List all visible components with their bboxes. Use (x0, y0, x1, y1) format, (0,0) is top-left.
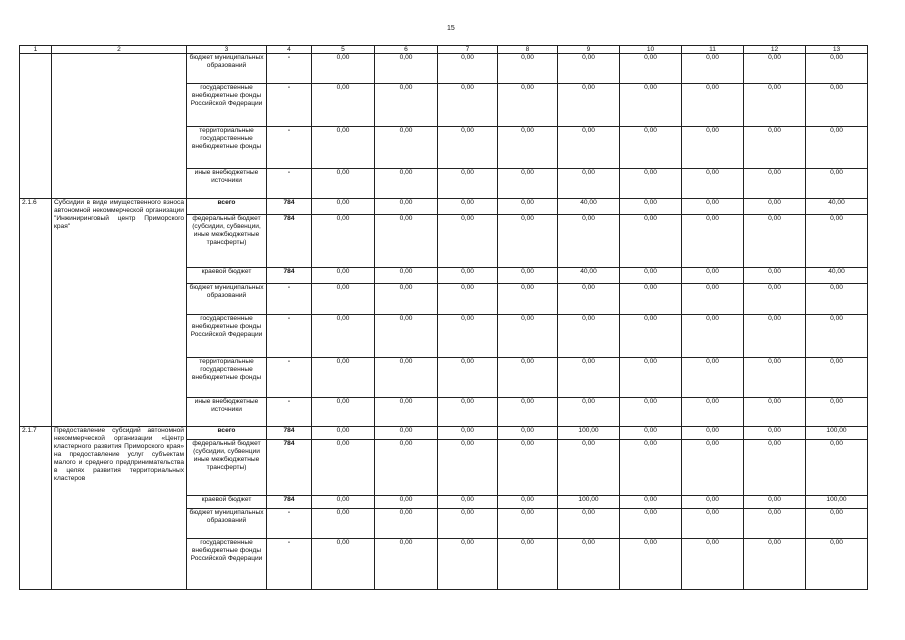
value-cell: 0,00 (806, 84, 868, 127)
value-cell: 0,00 (312, 358, 375, 398)
value-cell: 0,00 (558, 215, 620, 268)
value-cell: 0,00 (806, 315, 868, 358)
value-cell: 0,00 (558, 54, 620, 84)
kbk-code: - (267, 284, 312, 315)
value-cell: 0,00 (558, 169, 620, 199)
value-cell: 0,00 (498, 315, 558, 358)
value-cell: 0,00 (558, 440, 620, 496)
page-number: 15 (447, 25, 455, 32)
funding-source: иные внебюджетные источники (187, 398, 267, 427)
value-cell: 40,00 (806, 268, 868, 284)
funding-source: территориальные государственные внебюджетные фонды (187, 358, 267, 398)
kbk-code: 784 (267, 268, 312, 284)
value-cell: 0,00 (438, 84, 498, 127)
value-cell: 0,00 (312, 268, 375, 284)
value-cell: 0,00 (620, 496, 682, 509)
value-cell: 40,00 (558, 268, 620, 284)
column-number: 2 (52, 46, 187, 54)
kbk-code: - (267, 315, 312, 358)
value-cell: 0,00 (375, 215, 438, 268)
value-cell: 100,00 (806, 427, 868, 440)
table-row (20, 199, 868, 215)
value-cell: 0,00 (438, 509, 498, 539)
value-cell: 0,00 (744, 427, 806, 440)
value-cell: 0,00 (682, 127, 744, 169)
value-cell: 0,00 (438, 215, 498, 268)
value-cell: 0,00 (682, 199, 744, 215)
column-number: 8 (498, 46, 558, 54)
value-cell: 0,00 (682, 440, 744, 496)
kbk-code: - (267, 358, 312, 398)
column-number: 9 (558, 46, 620, 54)
value-cell: 0,00 (438, 199, 498, 215)
value-cell: 0,00 (806, 398, 868, 427)
value-cell: 0,00 (498, 440, 558, 496)
kbk-code: - (267, 127, 312, 169)
value-cell: 0,00 (558, 539, 620, 590)
value-cell: 0,00 (806, 284, 868, 315)
value-cell: 0,00 (558, 509, 620, 539)
value-cell: 0,00 (620, 398, 682, 427)
item-description: Субсидии в виде имущественного взноса автономной некоммерческой организации "Инжиниринговый центр Приморского края" (52, 199, 187, 427)
kbk-code: - (267, 169, 312, 199)
value-cell: 0,00 (806, 169, 868, 199)
value-cell: 0,00 (682, 169, 744, 199)
column-number: 5 (312, 46, 375, 54)
value-cell: 0,00 (558, 84, 620, 127)
value-cell: 0,00 (558, 284, 620, 315)
value-cell: 0,00 (558, 315, 620, 358)
funding-source: иные внебюджетные источники (187, 169, 267, 199)
value-cell: 0,00 (806, 54, 868, 84)
value-cell: 100,00 (558, 496, 620, 509)
value-cell: 0,00 (375, 539, 438, 590)
value-cell: 0,00 (682, 215, 744, 268)
value-cell: 0,00 (498, 169, 558, 199)
funding-source: государственные внебюджетные фонды Российской Федерации (187, 84, 267, 127)
kbk-code: - (267, 509, 312, 539)
table-body (20, 54, 868, 590)
funding-source: бюджет муниципальных образований (187, 509, 267, 539)
budget-table (19, 45, 868, 590)
funding-source: государственные внебюджетные фонды Российской Федерации (187, 315, 267, 358)
column-number: 13 (806, 46, 868, 54)
value-cell: 0,00 (806, 127, 868, 169)
value-cell: 0,00 (806, 215, 868, 268)
funding-source: федеральный бюджет (субсидии, субвенции, иные межбюджетные трансферты) (187, 215, 267, 268)
value-cell: 40,00 (558, 199, 620, 215)
funding-source: краевой бюджет (187, 496, 267, 509)
column-number: 3 (187, 46, 267, 54)
value-cell: 0,00 (375, 427, 438, 440)
value-cell: 0,00 (620, 84, 682, 127)
value-cell: 0,00 (558, 127, 620, 169)
kbk-code: - (267, 84, 312, 127)
value-cell: 0,00 (682, 358, 744, 398)
value-cell: 0,00 (498, 509, 558, 539)
value-cell: 0,00 (312, 427, 375, 440)
value-cell: 0,00 (682, 427, 744, 440)
value-cell: 0,00 (498, 199, 558, 215)
funding-source: бюджет муниципальных образований (187, 284, 267, 315)
value-cell: 0,00 (620, 215, 682, 268)
table-row (20, 54, 868, 84)
value-cell: 0,00 (806, 440, 868, 496)
value-cell: 0,00 (620, 169, 682, 199)
value-cell: 0,00 (438, 284, 498, 315)
column-number: 10 (620, 46, 682, 54)
value-cell: 0,00 (620, 127, 682, 169)
value-cell: 0,00 (312, 215, 375, 268)
value-cell: 0,00 (438, 539, 498, 590)
funding-source: всего (187, 427, 267, 440)
value-cell: 0,00 (620, 199, 682, 215)
value-cell: 0,00 (312, 84, 375, 127)
value-cell: 0,00 (682, 398, 744, 427)
value-cell: 0,00 (375, 496, 438, 509)
value-cell: 0,00 (498, 284, 558, 315)
value-cell: 0,00 (498, 358, 558, 398)
value-cell: 0,00 (558, 398, 620, 427)
value-cell: 0,00 (744, 84, 806, 127)
value-cell: 0,00 (312, 440, 375, 496)
value-cell: 0,00 (744, 284, 806, 315)
column-number: 4 (267, 46, 312, 54)
value-cell: 0,00 (375, 54, 438, 84)
value-cell: 100,00 (558, 427, 620, 440)
value-cell: 0,00 (744, 169, 806, 199)
value-cell: 0,00 (312, 54, 375, 84)
value-cell: 0,00 (375, 398, 438, 427)
value-cell: 0,00 (806, 358, 868, 398)
value-cell: 0,00 (744, 215, 806, 268)
value-cell: 0,00 (806, 509, 868, 539)
value-cell: 0,00 (375, 199, 438, 215)
value-cell: 0,00 (438, 440, 498, 496)
column-number: 7 (438, 46, 498, 54)
item-code: 2.1.6 (20, 199, 52, 427)
value-cell: 0,00 (498, 84, 558, 127)
item-code (20, 54, 52, 199)
value-cell: 0,00 (438, 358, 498, 398)
table-row (20, 427, 868, 440)
value-cell: 0,00 (312, 496, 375, 509)
value-cell: 0,00 (438, 398, 498, 427)
value-cell: 0,00 (620, 440, 682, 496)
value-cell: 0,00 (682, 539, 744, 590)
kbk-code: - (267, 54, 312, 84)
value-cell: 0,00 (438, 315, 498, 358)
value-cell: 0,00 (744, 199, 806, 215)
value-cell: 0,00 (438, 496, 498, 509)
funding-source: территориальные государственные внебюджетные фонды (187, 127, 267, 169)
value-cell: 0,00 (682, 268, 744, 284)
value-cell: 0,00 (498, 427, 558, 440)
value-cell: 0,00 (375, 127, 438, 169)
value-cell: 0,00 (312, 539, 375, 590)
value-cell: 0,00 (438, 54, 498, 84)
funding-source: федеральный бюджет (субсидии, субвенции иные межбюджетные трансферты) (187, 440, 267, 496)
value-cell: 0,00 (375, 358, 438, 398)
value-cell: 0,00 (498, 215, 558, 268)
value-cell: 0,00 (744, 398, 806, 427)
value-cell: 0,00 (498, 268, 558, 284)
value-cell: 0,00 (744, 268, 806, 284)
value-cell: 0,00 (438, 268, 498, 284)
value-cell: 0,00 (558, 358, 620, 398)
value-cell: 0,00 (438, 169, 498, 199)
value-cell: 0,00 (620, 284, 682, 315)
kbk-code: 784 (267, 199, 312, 215)
value-cell: 0,00 (312, 127, 375, 169)
kbk-code: 784 (267, 496, 312, 509)
value-cell: 100,00 (806, 496, 868, 509)
value-cell: 0,00 (744, 127, 806, 169)
kbk-code: 784 (267, 215, 312, 268)
value-cell: 0,00 (375, 284, 438, 315)
value-cell: 40,00 (806, 199, 868, 215)
value-cell: 0,00 (682, 284, 744, 315)
item-description: Предоставление субсидий автономной некоммерческой организации «Центр кластерного развития Приморского края» на предоставление услуг субъектам малого и среднего предпринимательства в целях развития территориальных кластеров (52, 427, 187, 590)
column-number: 6 (375, 46, 438, 54)
value-cell: 0,00 (312, 169, 375, 199)
value-cell: 0,00 (312, 509, 375, 539)
item-description (52, 54, 187, 199)
value-cell: 0,00 (375, 268, 438, 284)
column-number: 12 (744, 46, 806, 54)
value-cell: 0,00 (620, 358, 682, 398)
value-cell: 0,00 (312, 284, 375, 315)
value-cell: 0,00 (498, 539, 558, 590)
value-cell: 0,00 (682, 496, 744, 509)
value-cell: 0,00 (312, 315, 375, 358)
value-cell: 0,00 (312, 398, 375, 427)
value-cell: 0,00 (375, 315, 438, 358)
column-number-row (20, 46, 868, 54)
value-cell: 0,00 (438, 127, 498, 169)
value-cell: 0,00 (620, 54, 682, 84)
funding-source: государственные внебюджетные фонды Российской Федерации (187, 539, 267, 590)
value-cell: 0,00 (744, 440, 806, 496)
value-cell: 0,00 (620, 427, 682, 440)
value-cell: 0,00 (498, 127, 558, 169)
kbk-code: - (267, 539, 312, 590)
funding-source: всего (187, 199, 267, 215)
column-number: 1 (20, 46, 52, 54)
funding-source: краевой бюджет (187, 268, 267, 284)
value-cell: 0,00 (744, 315, 806, 358)
value-cell: 0,00 (682, 54, 744, 84)
value-cell: 0,00 (620, 268, 682, 284)
value-cell: 0,00 (682, 509, 744, 539)
value-cell: 0,00 (498, 398, 558, 427)
column-number: 11 (682, 46, 744, 54)
value-cell: 0,00 (744, 539, 806, 590)
value-cell: 0,00 (375, 169, 438, 199)
value-cell: 0,00 (498, 54, 558, 84)
value-cell: 0,00 (682, 84, 744, 127)
kbk-code: 784 (267, 440, 312, 496)
value-cell: 0,00 (438, 427, 498, 440)
value-cell: 0,00 (806, 539, 868, 590)
value-cell: 0,00 (744, 509, 806, 539)
value-cell: 0,00 (682, 315, 744, 358)
value-cell: 0,00 (620, 539, 682, 590)
value-cell: 0,00 (744, 496, 806, 509)
value-cell: 0,00 (375, 440, 438, 496)
kbk-code: - (267, 398, 312, 427)
value-cell: 0,00 (620, 509, 682, 539)
item-code: 2.1.7 (20, 427, 52, 590)
value-cell: 0,00 (744, 358, 806, 398)
value-cell: 0,00 (498, 496, 558, 509)
value-cell: 0,00 (375, 84, 438, 127)
funding-source: бюджет муниципальных образований (187, 54, 267, 84)
value-cell: 0,00 (312, 199, 375, 215)
value-cell: 0,00 (375, 509, 438, 539)
value-cell: 0,00 (744, 54, 806, 84)
value-cell: 0,00 (620, 315, 682, 358)
kbk-code: 784 (267, 427, 312, 440)
